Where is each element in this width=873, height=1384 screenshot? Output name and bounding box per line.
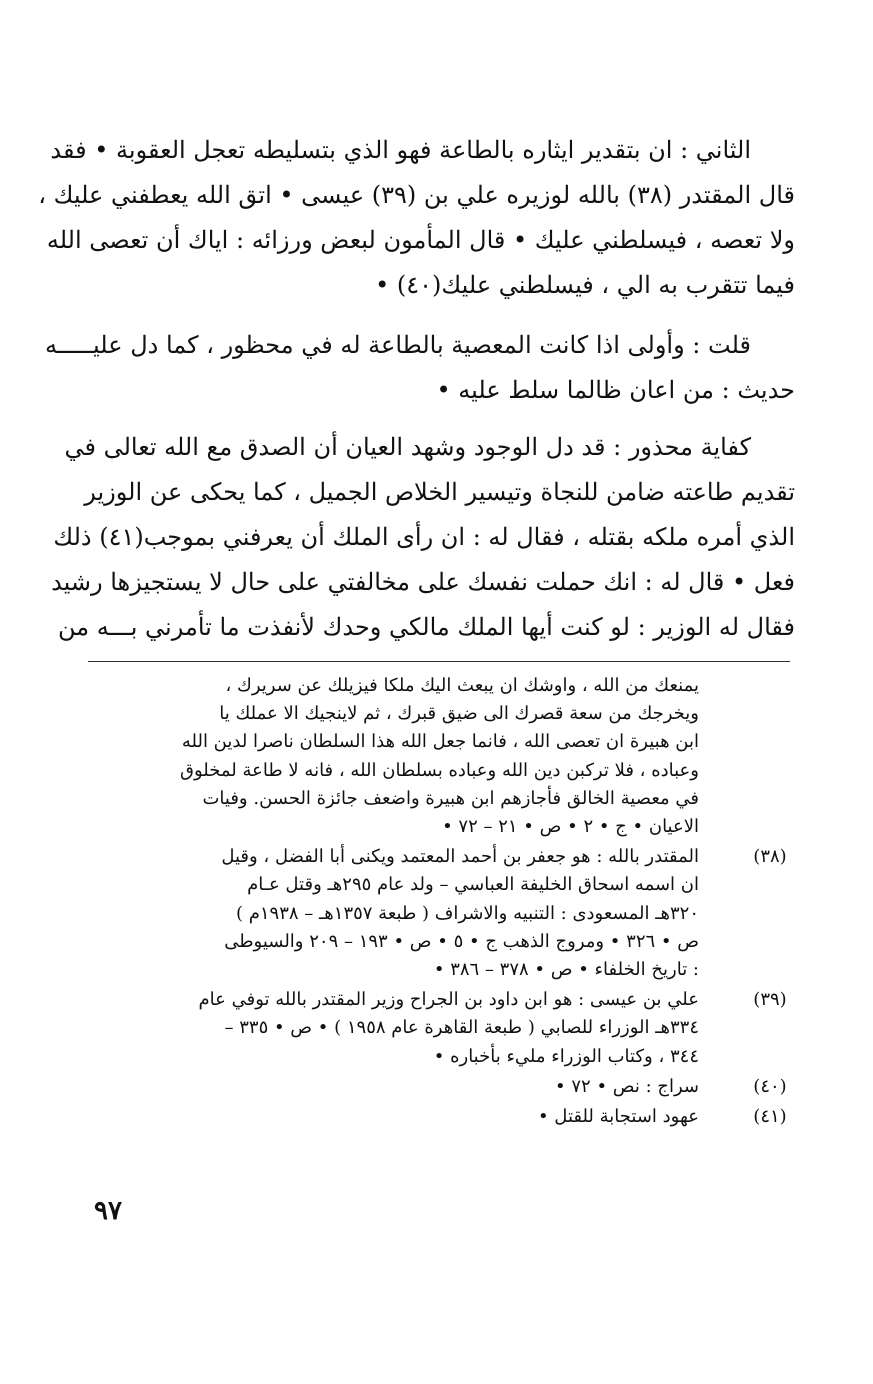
text-line: قال المقتدر (٣٨) بالله لوزيره علي بن (٣٩) عيسى • اتق الله يعطفني عليك ، [38, 181, 795, 209]
footnote-line: ٣٢٠هـ المسعودى : التنبيه والاشراف ( طبعة ١٣٥٧هـ – ١٩٣٨م ) [236, 902, 699, 924]
text-line: قلت : وأولى اذا كانت المعصية بالطاعة له في محظور ، كما دل عليـــــه [45, 331, 751, 359]
footnote-line: ٣٤٤ ، وكتاب الوزراء مليء بأخباره • [433, 1045, 699, 1067]
paragraph-3 [51, 425, 795, 650]
paragraph-1 [38, 128, 795, 308]
text-line: حديث : من اعان ظالما سلط عليه • [436, 376, 795, 404]
footnote-line: ٣٣٤هـ الوزراء للصابي ( طبعة القاهرة عام ١٩٥٨ ) • ص • ٣٣٥ – [224, 1017, 699, 1039]
footnote-number: (٣٩) [753, 989, 787, 1011]
text-line: الذي أمره ملكه بقتله ، فقال له : ان رأى الملك أن يعرفني بموجب(٤١) ذلك [53, 523, 795, 551]
footnote-line: المقتدر بالله : هو جعفر بن أحمد المعتمد ويكنى أبا الفضل ، وقيل [221, 846, 699, 868]
text-line: فيما تتقرب به الي ، فيسلطني عليك(٤٠) • [375, 271, 795, 299]
footnote-41 [83, 1103, 795, 1131]
footnote-line: عهود استجابة للقتل • [537, 1106, 699, 1128]
footnote-line: في معصية الخالق فأجازهم ابن هبيرة واضعف جائزة الحسن. وفيات [202, 787, 699, 809]
footnote-40 [83, 1073, 795, 1101]
footnote-number: (٤١) [753, 1106, 787, 1128]
footnote-line: ان اسمه اسحاق الخليفة العباسي – ولد عام ٢٩٥هـ وقتل عـام [247, 874, 699, 896]
footnote-38 [83, 843, 795, 984]
footnote-number: (٣٨) [753, 846, 787, 868]
text-line: كفاية محذور : قد دل الوجود وشهد العيان أن الصدق مع الله تعالى في [64, 433, 751, 461]
footnote-line: علي بن عيسى : هو ابن داود بن الجراح وزير المقتدر بالله توفي عام [198, 989, 699, 1011]
footnote-number: (٤٠) [753, 1075, 787, 1097]
paragraph-2 [45, 323, 795, 413]
footnote-line: : تاريخ الخلفاء • ص • ٣٧٨ – ٣٨٦ • [433, 959, 699, 981]
footnote-continuation [83, 672, 795, 841]
text-line: فقال له الوزير : لو كنت أيها الملك مالكي وحدك لأنفذت ما تأمرني بـــه من [58, 613, 795, 641]
text-line: ولا تعصه ، فيسلطني عليك • قال المأمون لبعض ورزائه : اياك أن تعصى الله [46, 226, 795, 254]
text-line: تقديم طاعته ضامن للنجاة وتيسير الخلاص الجميل ، كما يحكى عن الوزير [84, 478, 795, 506]
footnote-line: الاعيان • ج • ٢ • ص • ٢١ – ٧٢ • [442, 816, 699, 838]
footnote-line: يمنعك من الله ، واوشك ان يبعث اليك ملكا فيزيلك عن سريرك ، [225, 675, 699, 696]
footnote-line: ابن هبيرة ان تعصى الله ، فانما جعل الله هذا السلطان ناصرا لدين الله [181, 731, 699, 753]
footnote-line: سراج : نص • ٧٢ • [555, 1075, 699, 1097]
footnote-39 [83, 986, 795, 1071]
text-line: فعل • قال له : انك حملت نفسك على مخالفتي على حال لا يستجيزها رشيد [51, 568, 795, 596]
footnote-divider [88, 661, 790, 662]
footnote-line: ويخرجك من سعة قصرك الى ضيق قبرك ، ثم لاينجيك الا عملك يا [219, 703, 699, 725]
page-number: ٩٧ [94, 1196, 122, 1226]
footnotes [83, 672, 795, 1133]
text-line: الثاني : ان بتقدير ايثاره بالطاعة فهو الذي بتسليطه تعجل العقوبة • فقد [50, 136, 751, 164]
footnote-line: ص • ٣٢٦ • ومروج الذهب ج • ٥ • ص • ١٩٣ – ٢٠٩ والسيوطى [224, 930, 699, 952]
footnote-line: وعباده ، فلا تركبن دين الله وعباده بسلطان الله ، فانه لا طاعة لمخلوق [180, 759, 699, 781]
